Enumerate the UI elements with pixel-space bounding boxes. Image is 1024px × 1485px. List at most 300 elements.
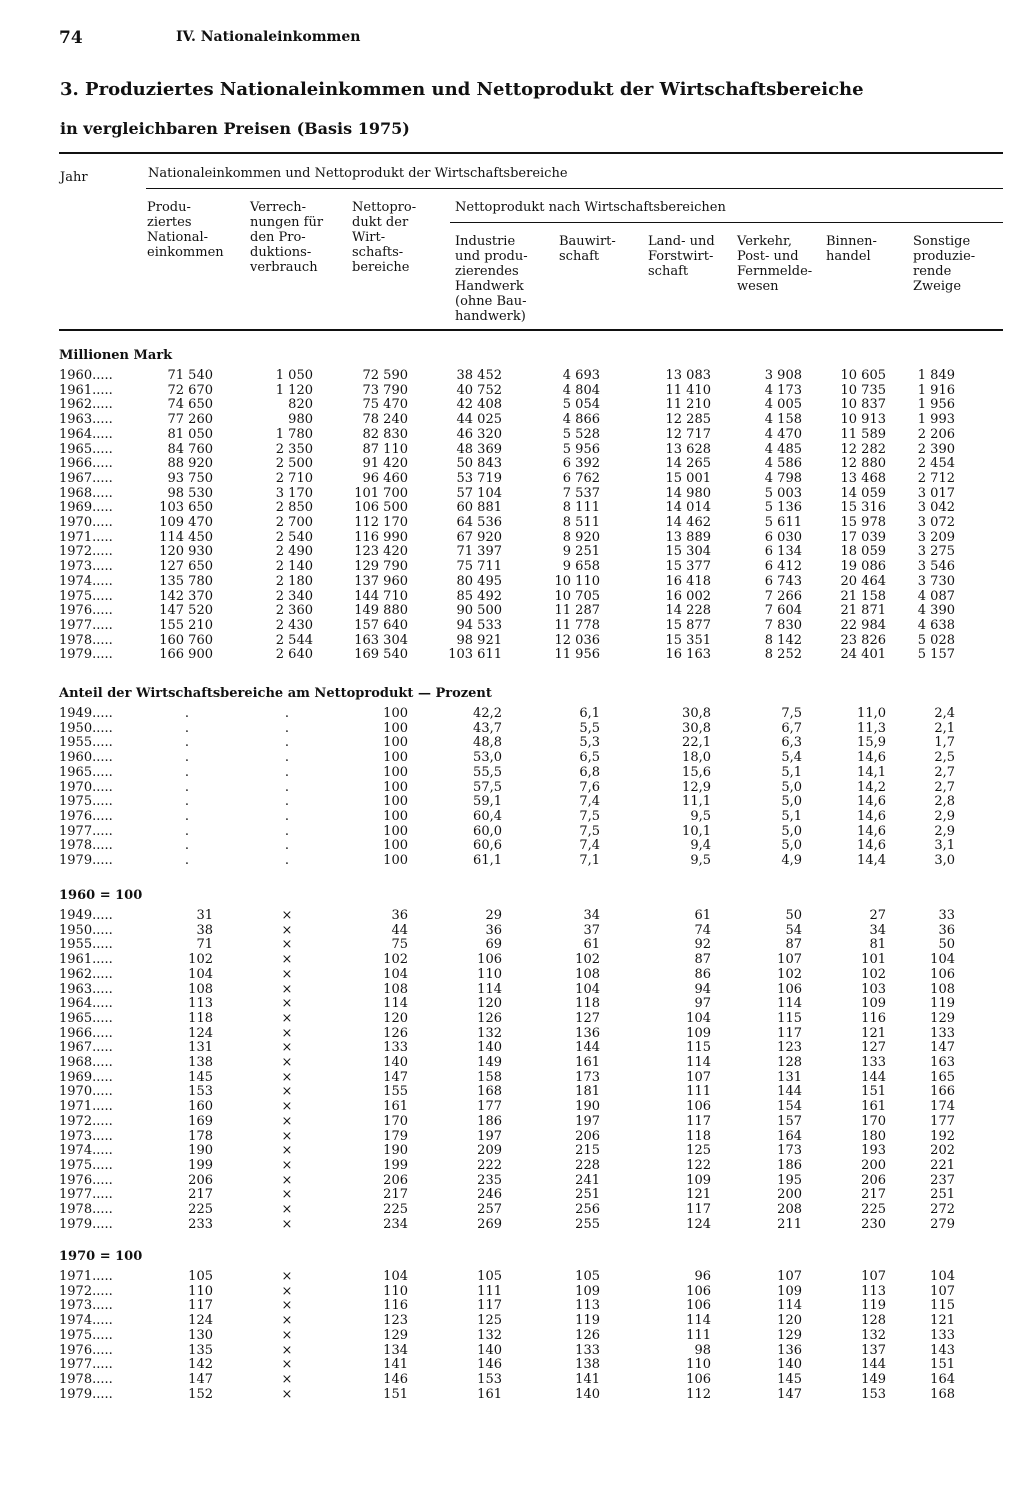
binnenhandel-cell: 34 (869, 922, 886, 938)
table-row (0, 853, 1024, 868)
year-cell: 1978..... (59, 1202, 113, 1217)
table-row (0, 647, 1024, 662)
sonstige-cell: 50 (938, 937, 955, 953)
bauwirtschaft-cell: 8 111 (562, 500, 600, 516)
binnenhandel-cell: 21 158 (840, 588, 886, 604)
sonstige-cell: 221 (930, 1157, 955, 1173)
industrie-cell: 117 (477, 1298, 502, 1314)
nettoprodukt-cell: 78 240 (362, 412, 408, 428)
national-income-cell: 71 540 (167, 368, 213, 383)
industrie-cell: 60,0 (473, 823, 502, 839)
landwirtschaft-cell: 112 (686, 1386, 711, 1402)
bauwirtschaft-cell: 12 036 (554, 632, 600, 648)
landwirtschaft-cell: 98 (694, 1342, 711, 1358)
sonstige-cell: 163 (930, 1055, 955, 1070)
year-cell: 1977..... (59, 1357, 113, 1373)
verrechnungen-cell: . (284, 779, 290, 795)
industrie-cell: 60,4 (473, 808, 502, 824)
table-row (0, 908, 1024, 923)
year-cell: 1979..... (59, 1386, 113, 1402)
table-row (0, 486, 1024, 501)
table-row (0, 706, 1024, 721)
sonstige-cell: 2,4 (934, 706, 955, 721)
landwirtschaft-cell: 30,8 (682, 706, 711, 721)
national-income-cell: 98 530 (167, 485, 213, 501)
verkehr-cell: 6 743 (764, 573, 802, 589)
bauwirtschaft-cell: 9 658 (562, 559, 600, 575)
header-verrechnungen: Verrech- nungen für den Pro- duktions- verbrauch (250, 200, 324, 275)
nettoprodukt-cell: 123 (383, 1313, 408, 1329)
verkehr-cell: 128 (777, 1055, 802, 1070)
table-row (0, 1099, 1024, 1114)
table-row (0, 589, 1024, 604)
verkehr-cell: 173 (777, 1143, 802, 1159)
industrie-cell: 42 408 (456, 397, 502, 413)
verkehr-cell: 109 (777, 1283, 802, 1299)
table-row (0, 397, 1024, 412)
verrechnungen-cell: 2 540 (275, 529, 313, 545)
binnenhandel-cell: 217 (861, 1187, 886, 1203)
nettoprodukt-cell: 217 (383, 1187, 408, 1203)
national-income-cell: 118 (188, 1010, 213, 1026)
verrechnungen-cell: . (284, 735, 290, 751)
table-row (0, 1084, 1024, 1099)
landwirtschaft-cell: 92 (694, 937, 711, 953)
industrie-cell: 75 711 (456, 559, 502, 575)
landwirtschaft-cell: 15 351 (665, 632, 711, 648)
nettoprodukt-cell: 100 (383, 706, 408, 721)
industrie-cell: 105 (477, 1269, 502, 1284)
table-row (0, 456, 1024, 471)
year-cell: 1974..... (59, 573, 113, 589)
verkehr-cell: 200 (777, 1187, 802, 1203)
landwirtschaft-cell: 14 228 (665, 603, 711, 619)
industrie-cell: 257 (477, 1202, 502, 1217)
national-income-cell: 147 520 (159, 603, 213, 619)
table-row (0, 603, 1024, 618)
year-cell: 1975..... (59, 588, 113, 604)
table-row (0, 1343, 1024, 1358)
landwirtschaft-cell: 96 (694, 1269, 711, 1284)
verrechnungen-cell: × (281, 1099, 293, 1115)
table-row (0, 427, 1024, 442)
verrechnungen-cell: . (284, 838, 290, 854)
year-cell: 1970..... (59, 1084, 113, 1100)
nettoprodukt-cell: 114 (383, 996, 408, 1012)
sonstige-cell: 3,1 (934, 838, 955, 854)
verkehr-cell: 195 (777, 1172, 802, 1188)
landwirtschaft-cell: 16 002 (665, 588, 711, 604)
year-cell: 1960..... (59, 750, 113, 766)
bauwirtschaft-cell: 228 (575, 1157, 600, 1173)
national-income-cell: 153 (188, 1084, 213, 1100)
binnenhandel-cell: 132 (861, 1327, 886, 1343)
table-row (0, 765, 1024, 780)
table-row (0, 967, 1024, 982)
national-income-cell: 142 370 (159, 588, 213, 604)
table-row (0, 500, 1024, 515)
landwirtschaft-cell: 107 (686, 1069, 711, 1085)
nettoprodukt-cell: 141 (383, 1357, 408, 1373)
verrechnungen-cell: 1 050 (275, 368, 313, 383)
bauwirtschaft-cell: 34 (583, 908, 600, 923)
binnenhandel-cell: 17 039 (840, 529, 886, 545)
nettoprodukt-cell: 157 640 (354, 617, 408, 633)
landwirtschaft-cell: 13 628 (665, 441, 711, 457)
table-row (0, 1202, 1024, 1217)
landwirtschaft-cell: 117 (686, 1202, 711, 1217)
bauwirtschaft-cell: 161 (575, 1055, 600, 1070)
industrie-cell: 60,6 (473, 838, 502, 854)
landwirtschaft-cell: 18,0 (682, 750, 711, 766)
landwirtschaft-cell: 14 980 (665, 485, 711, 501)
sonstige-cell: 1 916 (917, 382, 955, 398)
verrechnungen-cell: 2 710 (275, 470, 313, 486)
national-income-cell: 217 (188, 1187, 213, 1203)
bauwirtschaft-cell: 118 (575, 996, 600, 1012)
verkehr-cell: 4 798 (764, 470, 802, 486)
verkehr-cell: 211 (777, 1216, 802, 1232)
binnenhandel-cell: 14,2 (857, 779, 886, 795)
year-cell: 1950..... (59, 922, 113, 938)
bauwirtschaft-cell: 241 (575, 1172, 600, 1188)
verrechnungen-cell: × (281, 908, 293, 923)
industrie-cell: 103 611 (448, 647, 502, 663)
national-income-cell: 124 (188, 1025, 213, 1041)
industrie-cell: 177 (477, 1099, 502, 1115)
year-cell: 1975..... (59, 1157, 113, 1173)
bauwirtschaft-cell: 251 (575, 1187, 600, 1203)
landwirtschaft-cell: 30,8 (682, 720, 711, 736)
national-income-cell: 124 (188, 1313, 213, 1329)
national-income-cell: 77 260 (167, 412, 213, 428)
verkehr-cell: 129 (777, 1327, 802, 1343)
binnenhandel-cell: 107 (861, 1269, 886, 1284)
verkehr-cell: 4 158 (764, 412, 802, 428)
landwirtschaft-cell: 14 462 (665, 515, 711, 530)
nettoprodukt-cell: 163 304 (354, 632, 408, 648)
bauwirtschaft-cell: 6 392 (562, 456, 600, 472)
binnenhandel-cell: 133 (861, 1055, 886, 1070)
sonstige-cell: 133 (930, 1025, 955, 1041)
sonstige-cell: 3 072 (917, 515, 955, 530)
verkehr-cell: 4 586 (764, 456, 802, 472)
sonstige-cell: 133 (930, 1327, 955, 1343)
header-sonstige: Sonstige produzie- rende Zweige (913, 234, 976, 294)
landwirtschaft-cell: 9,5 (690, 853, 711, 868)
bauwirtschaft-cell: 7,4 (579, 838, 600, 854)
verkehr-cell: 3 908 (764, 368, 802, 383)
industrie-cell: 67 920 (456, 529, 502, 545)
year-cell: 1974..... (59, 1143, 113, 1159)
table-row (0, 982, 1024, 997)
bauwirtschaft-cell: 255 (575, 1216, 600, 1232)
binnenhandel-cell: 18 059 (840, 544, 886, 560)
bauwirtschaft-cell: 6,8 (579, 764, 600, 780)
verrechnungen-cell: × (281, 1025, 293, 1041)
binnenhandel-cell: 14,6 (857, 838, 886, 854)
landwirtschaft-cell: 11 210 (665, 397, 711, 413)
year-cell: 1973..... (59, 1298, 113, 1314)
year-cell: 1955..... (59, 735, 113, 751)
landwirtschaft-cell: 14 265 (665, 456, 711, 472)
header-bottom-rule (59, 329, 1003, 331)
binnenhandel-cell: 14 059 (840, 485, 886, 501)
binnenhandel-cell: 180 (861, 1128, 886, 1144)
table-row (0, 1173, 1024, 1188)
verkehr-cell: 164 (777, 1128, 802, 1144)
national-income-cell: . (184, 750, 190, 766)
binnenhandel-cell: 14,4 (857, 853, 886, 868)
year-cell: 1979..... (59, 853, 113, 868)
table-row (0, 996, 1024, 1011)
nettoprodukt-cell: 104 (383, 966, 408, 982)
landwirtschaft-cell: 118 (686, 1128, 711, 1144)
bauwirtschaft-cell: 11 956 (554, 647, 600, 663)
industrie-cell: 140 (477, 1040, 502, 1056)
table-row (0, 923, 1024, 938)
verrechnungen-cell: × (281, 996, 293, 1012)
verkehr-cell: 5,1 (781, 764, 802, 780)
binnenhandel-cell: 200 (861, 1157, 886, 1173)
national-income-cell: 114 450 (159, 529, 213, 545)
verrechnungen-cell: × (281, 1172, 293, 1188)
binnenhandel-cell: 103 (861, 981, 886, 997)
bauwirtschaft-cell: 109 (575, 1283, 600, 1299)
binnenhandel-cell: 153 (861, 1386, 886, 1402)
verrechnungen-cell: 2 350 (275, 441, 313, 457)
table-row (0, 1298, 1024, 1313)
industrie-cell: 50 843 (456, 456, 502, 472)
verkehr-cell: 147 (777, 1386, 802, 1402)
binnenhandel-cell: 121 (861, 1025, 886, 1041)
year-cell: 1967..... (59, 1040, 113, 1056)
verrechnungen-cell: 2 140 (275, 559, 313, 575)
year-cell: 1977..... (59, 823, 113, 839)
table-row (0, 735, 1024, 750)
sonstige-cell: 121 (930, 1313, 955, 1329)
binnenhandel-cell: 119 (861, 1298, 886, 1314)
year-cell: 1978..... (59, 838, 113, 854)
bauwirtschaft-cell: 7,6 (579, 779, 600, 795)
bauwirtschaft-cell: 8 920 (562, 529, 600, 545)
national-income-cell: 131 (188, 1040, 213, 1056)
year-cell: 1975..... (59, 1327, 113, 1343)
nettoprodukt-cell: 102 (383, 952, 408, 968)
industrie-cell: 125 (477, 1313, 502, 1329)
national-income-cell: 88 920 (167, 456, 213, 472)
header-binnenhandel: Binnen- handel (826, 234, 877, 264)
verrechnungen-cell: × (281, 1313, 293, 1329)
binnenhandel-cell: 12 282 (840, 441, 886, 457)
verkehr-cell: 157 (777, 1113, 802, 1129)
landwirtschaft-cell: 11 410 (665, 382, 711, 398)
binnenhandel-cell: 225 (861, 1202, 886, 1217)
industrie-cell: 106 (477, 952, 502, 968)
sonstige-cell: 2,7 (934, 764, 955, 780)
verkehr-cell: 4 485 (764, 441, 802, 457)
sonstige-cell: 3 042 (917, 500, 955, 516)
industrie-cell: 158 (477, 1069, 502, 1085)
industrie-cell: 61,1 (473, 853, 502, 868)
year-cell: 1973..... (59, 559, 113, 575)
year-cell: 1955..... (59, 937, 113, 953)
industrie-cell: 110 (477, 966, 502, 982)
nettoprodukt-cell: 170 (383, 1113, 408, 1129)
nettoprodukt-cell: 73 790 (362, 382, 408, 398)
chapter-heading: IV. Nationaleinkommen (176, 29, 361, 45)
verrechnungen-cell: . (284, 853, 290, 868)
sonstige-cell: 33 (938, 908, 955, 923)
binnenhandel-cell: 21 871 (840, 603, 886, 619)
verkehr-cell: 87 (785, 937, 802, 953)
sonstige-cell: 237 (930, 1172, 955, 1188)
sonstige-cell: 168 (930, 1386, 955, 1402)
table-row (0, 559, 1024, 574)
industrie-cell: 132 (477, 1327, 502, 1343)
binnenhandel-cell: 10 735 (840, 382, 886, 398)
binnenhandel-cell: 20 464 (840, 573, 886, 589)
binnenhandel-cell: 10 837 (840, 397, 886, 413)
industrie-cell: 246 (477, 1187, 502, 1203)
nettoprodukt-cell: 100 (383, 853, 408, 868)
sonstige-cell: 104 (930, 1269, 955, 1284)
bauwirtschaft-cell: 4 866 (562, 412, 600, 428)
verrechnungen-cell: 1 120 (275, 382, 313, 398)
nettoprodukt-cell: 44 (391, 922, 408, 938)
nettoprodukt-cell: 106 500 (354, 500, 408, 516)
verrechnungen-cell: 2 640 (275, 647, 313, 663)
national-income-cell: 102 (188, 952, 213, 968)
verkehr-cell: 6,7 (781, 720, 802, 736)
bauwirtschaft-cell: 140 (575, 1386, 600, 1402)
nettoprodukt-cell: 137 960 (354, 573, 408, 589)
verrechnungen-cell: × (281, 1128, 293, 1144)
sonstige-cell: 151 (930, 1357, 955, 1373)
year-cell: 1960..... (59, 368, 113, 383)
industrie-cell: 126 (477, 1010, 502, 1026)
nettoprodukt-cell: 179 (383, 1128, 408, 1144)
nettoprodukt-cell: 100 (383, 823, 408, 839)
year-cell: 1968..... (59, 1055, 113, 1070)
sonstige-cell: 166 (930, 1084, 955, 1100)
table-row (0, 1187, 1024, 1202)
landwirtschaft-cell: 13 083 (665, 368, 711, 383)
bauwirtschaft-cell: 5,3 (579, 735, 600, 751)
sonstige-cell: 2 712 (917, 470, 955, 486)
national-income-cell: 199 (188, 1157, 213, 1173)
bauwirtschaft-cell: 4 804 (562, 382, 600, 398)
bauwirtschaft-cell: 141 (575, 1371, 600, 1387)
nettoprodukt-cell: 140 (383, 1055, 408, 1070)
landwirtschaft-cell: 109 (686, 1172, 711, 1188)
nettoprodukt-cell: 147 (383, 1069, 408, 1085)
bauwirtschaft-cell: 11 287 (554, 603, 600, 619)
binnenhandel-cell: 11 589 (840, 426, 886, 442)
bauwirtschaft-cell: 9 251 (562, 544, 600, 560)
year-cell: 1961..... (59, 382, 113, 398)
industrie-cell: 71 397 (456, 544, 502, 560)
binnenhandel-cell: 10 913 (840, 412, 886, 428)
year-cell: 1967..... (59, 470, 113, 486)
landwirtschaft-cell: 16 418 (665, 573, 711, 589)
bauwirtschaft-cell: 136 (575, 1025, 600, 1041)
year-cell: 1976..... (59, 603, 113, 619)
national-income-cell: 155 210 (159, 617, 213, 633)
industrie-cell: 153 (477, 1371, 502, 1387)
year-cell: 1971..... (59, 529, 113, 545)
verrechnungen-cell: × (281, 1386, 293, 1402)
industrie-cell: 269 (477, 1216, 502, 1232)
landwirtschaft-cell: 97 (694, 996, 711, 1012)
table-row (0, 1026, 1024, 1041)
verkehr-cell: 5,0 (781, 794, 802, 810)
national-income-cell: 81 050 (167, 426, 213, 442)
binnenhandel-cell: 14,6 (857, 808, 886, 824)
industrie-cell: 85 492 (456, 588, 502, 604)
verkehr-cell: 5 611 (764, 515, 802, 530)
sonstige-cell: 251 (930, 1187, 955, 1203)
landwirtschaft-cell: 74 (694, 922, 711, 938)
national-income-cell: 117 (188, 1298, 213, 1314)
landwirtschaft-cell: 122 (686, 1157, 711, 1173)
table-row (0, 633, 1024, 648)
bauwirtschaft-cell: 206 (575, 1128, 600, 1144)
industrie-cell: 57,5 (473, 779, 502, 795)
national-income-cell: 103 650 (159, 500, 213, 516)
verrechnungen-cell: × (281, 966, 293, 982)
verkehr-cell: 154 (777, 1099, 802, 1115)
verrechnungen-cell: 2 340 (275, 588, 313, 604)
nettoprodukt-cell: 100 (383, 779, 408, 795)
landwirtschaft-cell: 9,5 (690, 808, 711, 824)
verrechnungen-cell: 2 180 (275, 573, 313, 589)
verkehr-cell: 6,3 (781, 735, 802, 751)
landwirtschaft-cell: 15,6 (682, 764, 711, 780)
verkehr-cell: 123 (777, 1040, 802, 1056)
verrechnungen-cell: . (284, 808, 290, 824)
verkehr-cell: 5,0 (781, 838, 802, 854)
verkehr-cell: 114 (777, 1298, 802, 1314)
year-cell: 1976..... (59, 808, 113, 824)
year-cell: 1972..... (59, 1113, 113, 1129)
bauwirtschaft-cell: 5 054 (562, 397, 600, 413)
verkehr-cell: 106 (777, 981, 802, 997)
nettoprodukt-cell: 96 460 (362, 470, 408, 486)
industrie-cell: 222 (477, 1157, 502, 1173)
table-row (0, 442, 1024, 457)
binnenhandel-cell: 15 978 (840, 515, 886, 530)
header-group: Nationaleinkommen und Nettoprodukt der Wirtschaftsbereiche (148, 166, 568, 181)
verkehr-cell: 6 030 (764, 529, 802, 545)
table-row (0, 750, 1024, 765)
table-row (0, 721, 1024, 736)
industrie-cell: 59,1 (473, 794, 502, 810)
table-row (0, 1129, 1024, 1144)
nettoprodukt-cell: 120 (383, 1010, 408, 1026)
year-cell: 1949..... (59, 706, 113, 721)
nettoprodukt-cell: 234 (383, 1216, 408, 1232)
industrie-cell: 90 500 (456, 603, 502, 619)
table-subtitle: in vergleichbaren Preisen (Basis 1975) (60, 119, 410, 138)
nettoprodukt-cell: 129 790 (354, 559, 408, 575)
binnenhandel-cell: 193 (861, 1143, 886, 1159)
table-row (0, 1372, 1024, 1387)
sonstige-cell: 3 209 (917, 529, 955, 545)
year-cell: 1961..... (59, 952, 113, 968)
landwirtschaft-cell: 9,4 (690, 838, 711, 854)
year-cell: 1976..... (59, 1172, 113, 1188)
